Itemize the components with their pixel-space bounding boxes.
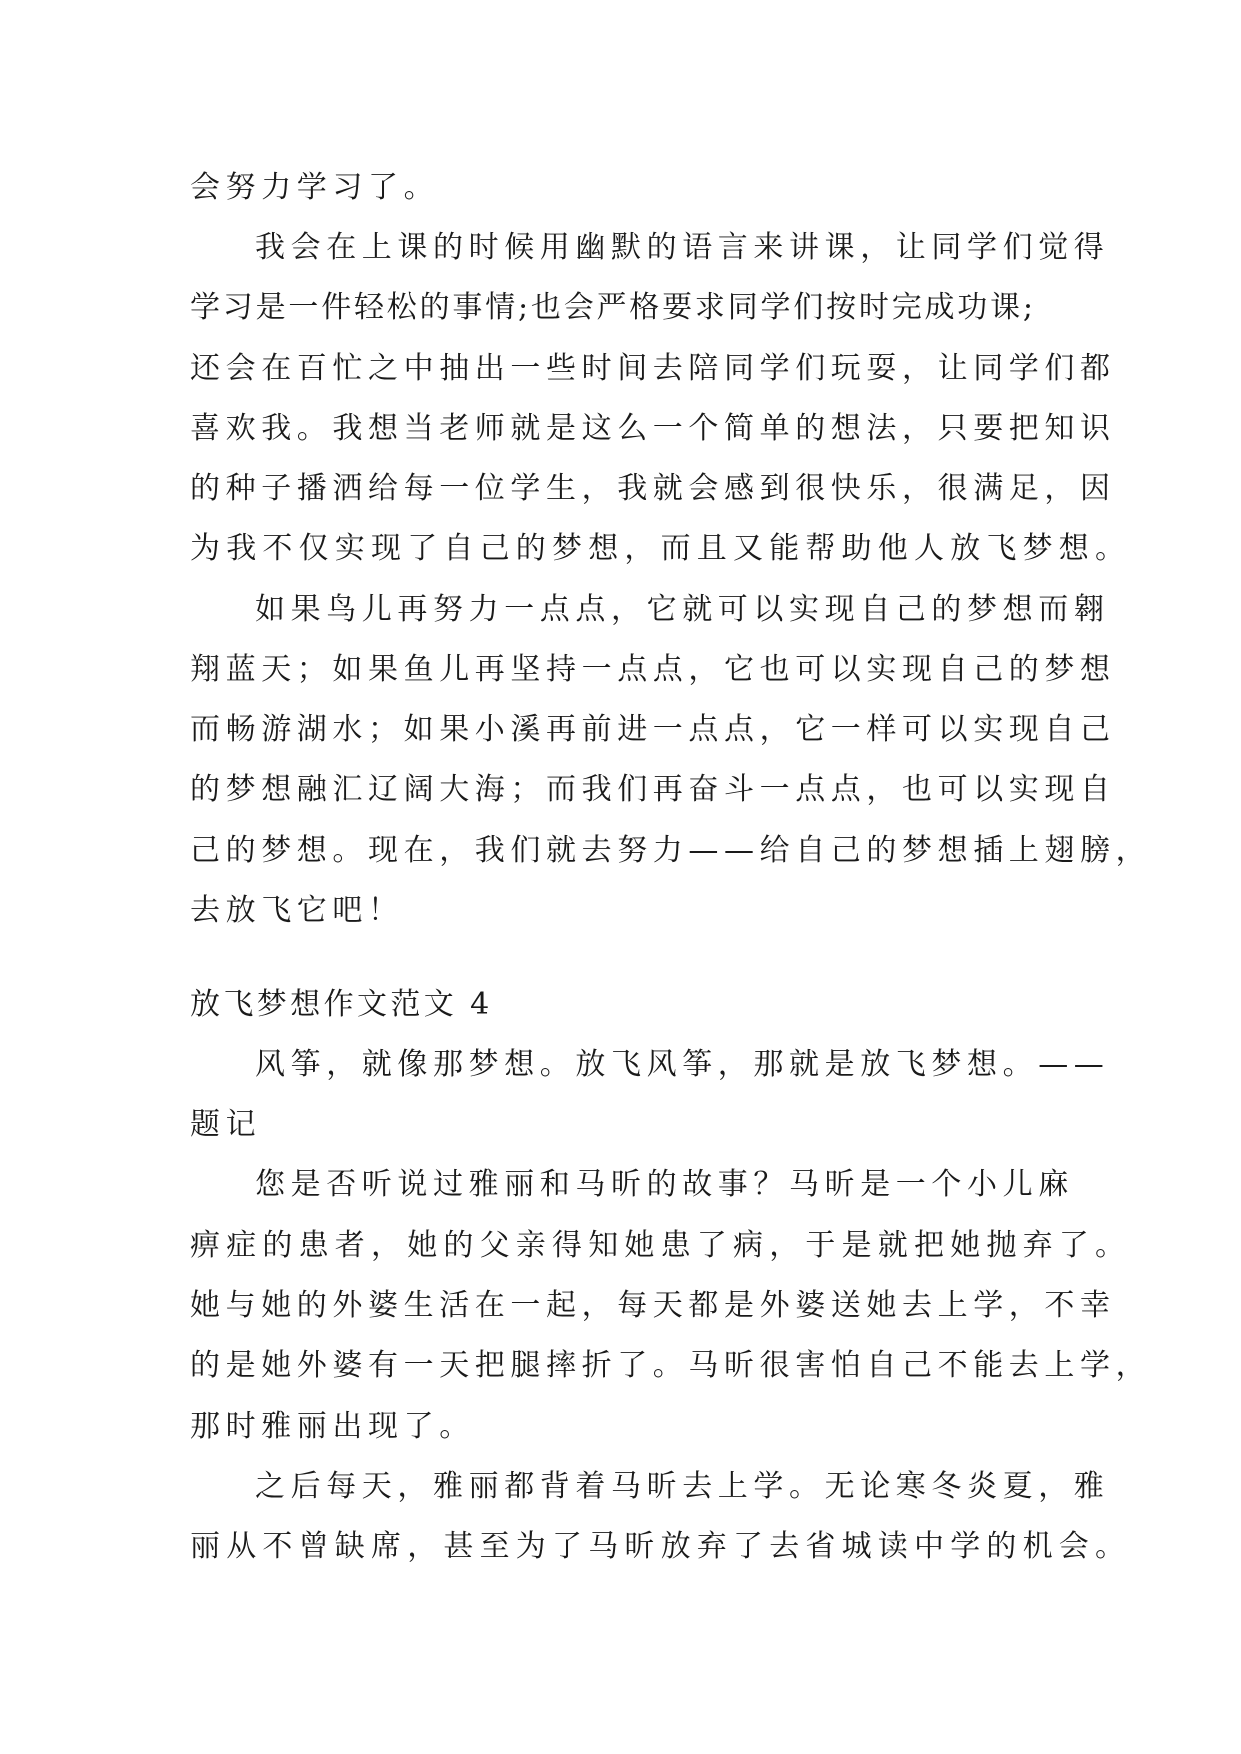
paragraph-line: 去放飞它吧！ bbox=[190, 893, 404, 928]
paragraph-line: 而畅游湖水；如果小溪再前进一点点，它一样可以实现自己 bbox=[190, 712, 1116, 747]
paragraph-line: 您是否听说过雅丽和马昕的故事？马昕是一个小儿麻 bbox=[255, 1167, 1074, 1202]
paragraph-line: 的是她外婆有一天把腿摔折了。马昕很害怕自己不能去上学， bbox=[190, 1348, 1152, 1383]
paragraph-line: 的种子播洒给每一位学生，我就会感到很快乐，很满足，因 bbox=[190, 471, 1116, 506]
paragraph-line: 为我不仅实现了自己的梦想，而且又能帮助他人放飞梦想。 bbox=[190, 531, 1132, 566]
paragraph-line: 的梦想融汇辽阔大海；而我们再奋斗一点点，也可以实现自 bbox=[190, 772, 1116, 807]
paragraph-line: 己的梦想。现在，我们就去努力——给自己的梦想插上翅膀， bbox=[190, 833, 1152, 868]
paragraph-line: 题记 bbox=[190, 1107, 262, 1142]
paragraph-line: 之后每天，雅丽都背着马昕去上学。无论寒冬炎夏，雅 bbox=[255, 1469, 1110, 1504]
paragraph-line: 她与她的外婆生活在一起，每天都是外婆送她去上学，不幸 bbox=[190, 1288, 1116, 1323]
section-heading: 放飞梦想作文范文 4 bbox=[190, 987, 493, 1022]
paragraph-line: 痹症的患者，她的父亲得知她患了病，于是就把她抛弃了。 bbox=[190, 1228, 1132, 1263]
paragraph-line: 翔蓝天；如果鱼儿再坚持一点点，它也可以实现自己的梦想 bbox=[190, 652, 1116, 687]
paragraph-line: 还会在百忙之中抽出一些时间去陪同学们玩耍，让同学们都 bbox=[190, 351, 1116, 386]
paragraph-line: 学习是一件轻松的事情;也会严格要求同学们按时完成功课; bbox=[190, 290, 1036, 325]
paragraph-line: 那时雅丽出现了。 bbox=[190, 1409, 475, 1444]
paragraph-line: 丽从不曾缺席，甚至为了马昕放弃了去省城读中学的机会。 bbox=[190, 1529, 1132, 1564]
paragraph-line: 会努力学习了。 bbox=[190, 170, 440, 205]
paragraph-line: 我会在上课的时候用幽默的语言来讲课，让同学们觉得 bbox=[255, 230, 1110, 265]
paragraph-line: 喜欢我。我想当老师就是这么一个简单的想法，只要把知识 bbox=[190, 411, 1116, 446]
paragraph-line: 如果鸟儿再努力一点点，它就可以实现自己的梦想而翱 bbox=[255, 592, 1110, 627]
paragraph-line: 风筝，就像那梦想。放飞风筝，那就是放飞梦想。—— bbox=[255, 1047, 1110, 1082]
